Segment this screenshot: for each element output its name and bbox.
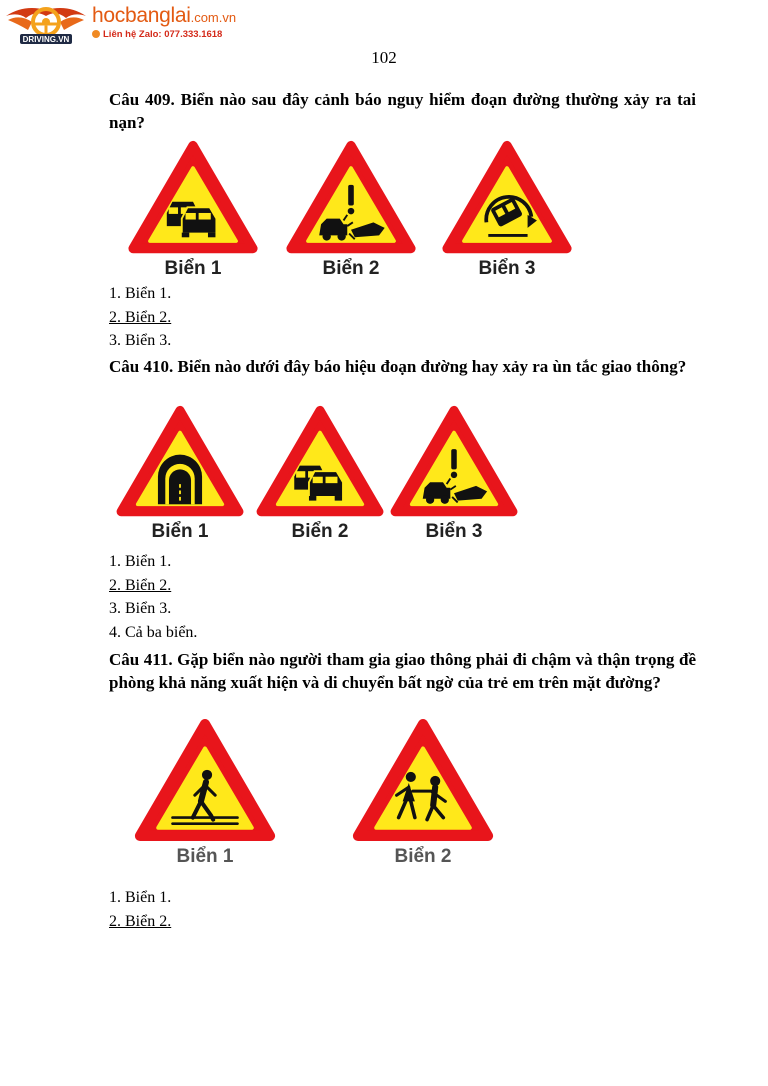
sign-label: Biển 3 (425, 521, 483, 542)
sign-option (130, 718, 280, 868)
answer-option[interactable]: 1. Biển 1. (109, 553, 172, 570)
phone-icon (92, 30, 100, 38)
sign-option (386, 405, 522, 543)
page-number: 102 (371, 48, 397, 67)
sign-images (112, 405, 522, 545)
traffic-queue-icon (119, 140, 267, 256)
correct-answer-option[interactable]: 2. Biển 2. (109, 576, 172, 594)
pedestrian-crossing-icon (132, 718, 278, 844)
question-410 (109, 355, 696, 378)
question-title: Câu 409. Biển nào sau đây cảnh báo nguy hiểm đoạn đường thường xảy ra tai nạn? (109, 90, 696, 132)
answer-option[interactable]: 1. Biển 1. (109, 285, 172, 302)
brand-name (92, 4, 236, 28)
brand-text: hocbanglai (92, 4, 191, 27)
sign-label: Biển 2 (322, 258, 380, 279)
answers-410 (109, 550, 696, 644)
sign-label: Biển 1 (151, 521, 209, 542)
answers-411 (109, 886, 696, 933)
contact-line (92, 29, 222, 40)
accident-icon (277, 140, 425, 256)
sign-option (112, 405, 248, 543)
sign-option (118, 140, 268, 280)
sign-option (348, 718, 498, 868)
sign-label: Biển 1 (164, 258, 222, 279)
children-icon (350, 718, 496, 844)
answer-option[interactable]: 4. Cả ba biển. (109, 623, 198, 641)
tunnel-icon (113, 405, 247, 519)
svg-text:DRIVING.VN: DRIVING.VN (22, 35, 70, 44)
site-logo[interactable] (4, 2, 244, 46)
sign-label: Biển 2 (291, 521, 349, 542)
sign-images (130, 718, 500, 883)
question-title: Câu 411. Gặp biển nào người tham gia giao thông phải đi chậm và thận trọng đề phòng khả năng xuất hiện và di chuyển bất ngờ của trẻ em trên mặt đường? (109, 650, 696, 692)
sign-label: Biển 1 (176, 846, 234, 867)
sign-option (252, 405, 388, 543)
sign-label: Biển 3 (478, 258, 536, 279)
steering-wheel-logo-icon (4, 2, 88, 46)
answer-option[interactable]: 3. Biển 3. (109, 600, 172, 617)
brand-domain: .com.vn (190, 10, 237, 25)
answers-409 (109, 282, 696, 353)
question-title: Câu 410. Biển nào dưới đây báo hiệu đoạn đường hay xảy ra ùn tắc giao thông? (109, 357, 687, 376)
accident-icon (387, 405, 521, 519)
question-411 (109, 648, 696, 694)
rollover-icon (433, 140, 581, 256)
sign-images (118, 140, 588, 280)
correct-answer-option[interactable]: 2. Biển 2. (109, 308, 172, 326)
question-409 (109, 88, 696, 134)
answer-option[interactable]: 3. Biển 3. (109, 332, 172, 349)
sign-option (432, 140, 582, 280)
contact-text: Liên hệ Zalo: 077.333.1618 (103, 29, 223, 40)
correct-answer-option[interactable]: 2. Biển 2. (109, 912, 172, 930)
traffic-queue-icon (253, 405, 387, 519)
sign-option (276, 140, 426, 280)
sign-label: Biển 2 (394, 846, 452, 867)
answer-option[interactable]: 1. Biển 1. (109, 889, 172, 906)
